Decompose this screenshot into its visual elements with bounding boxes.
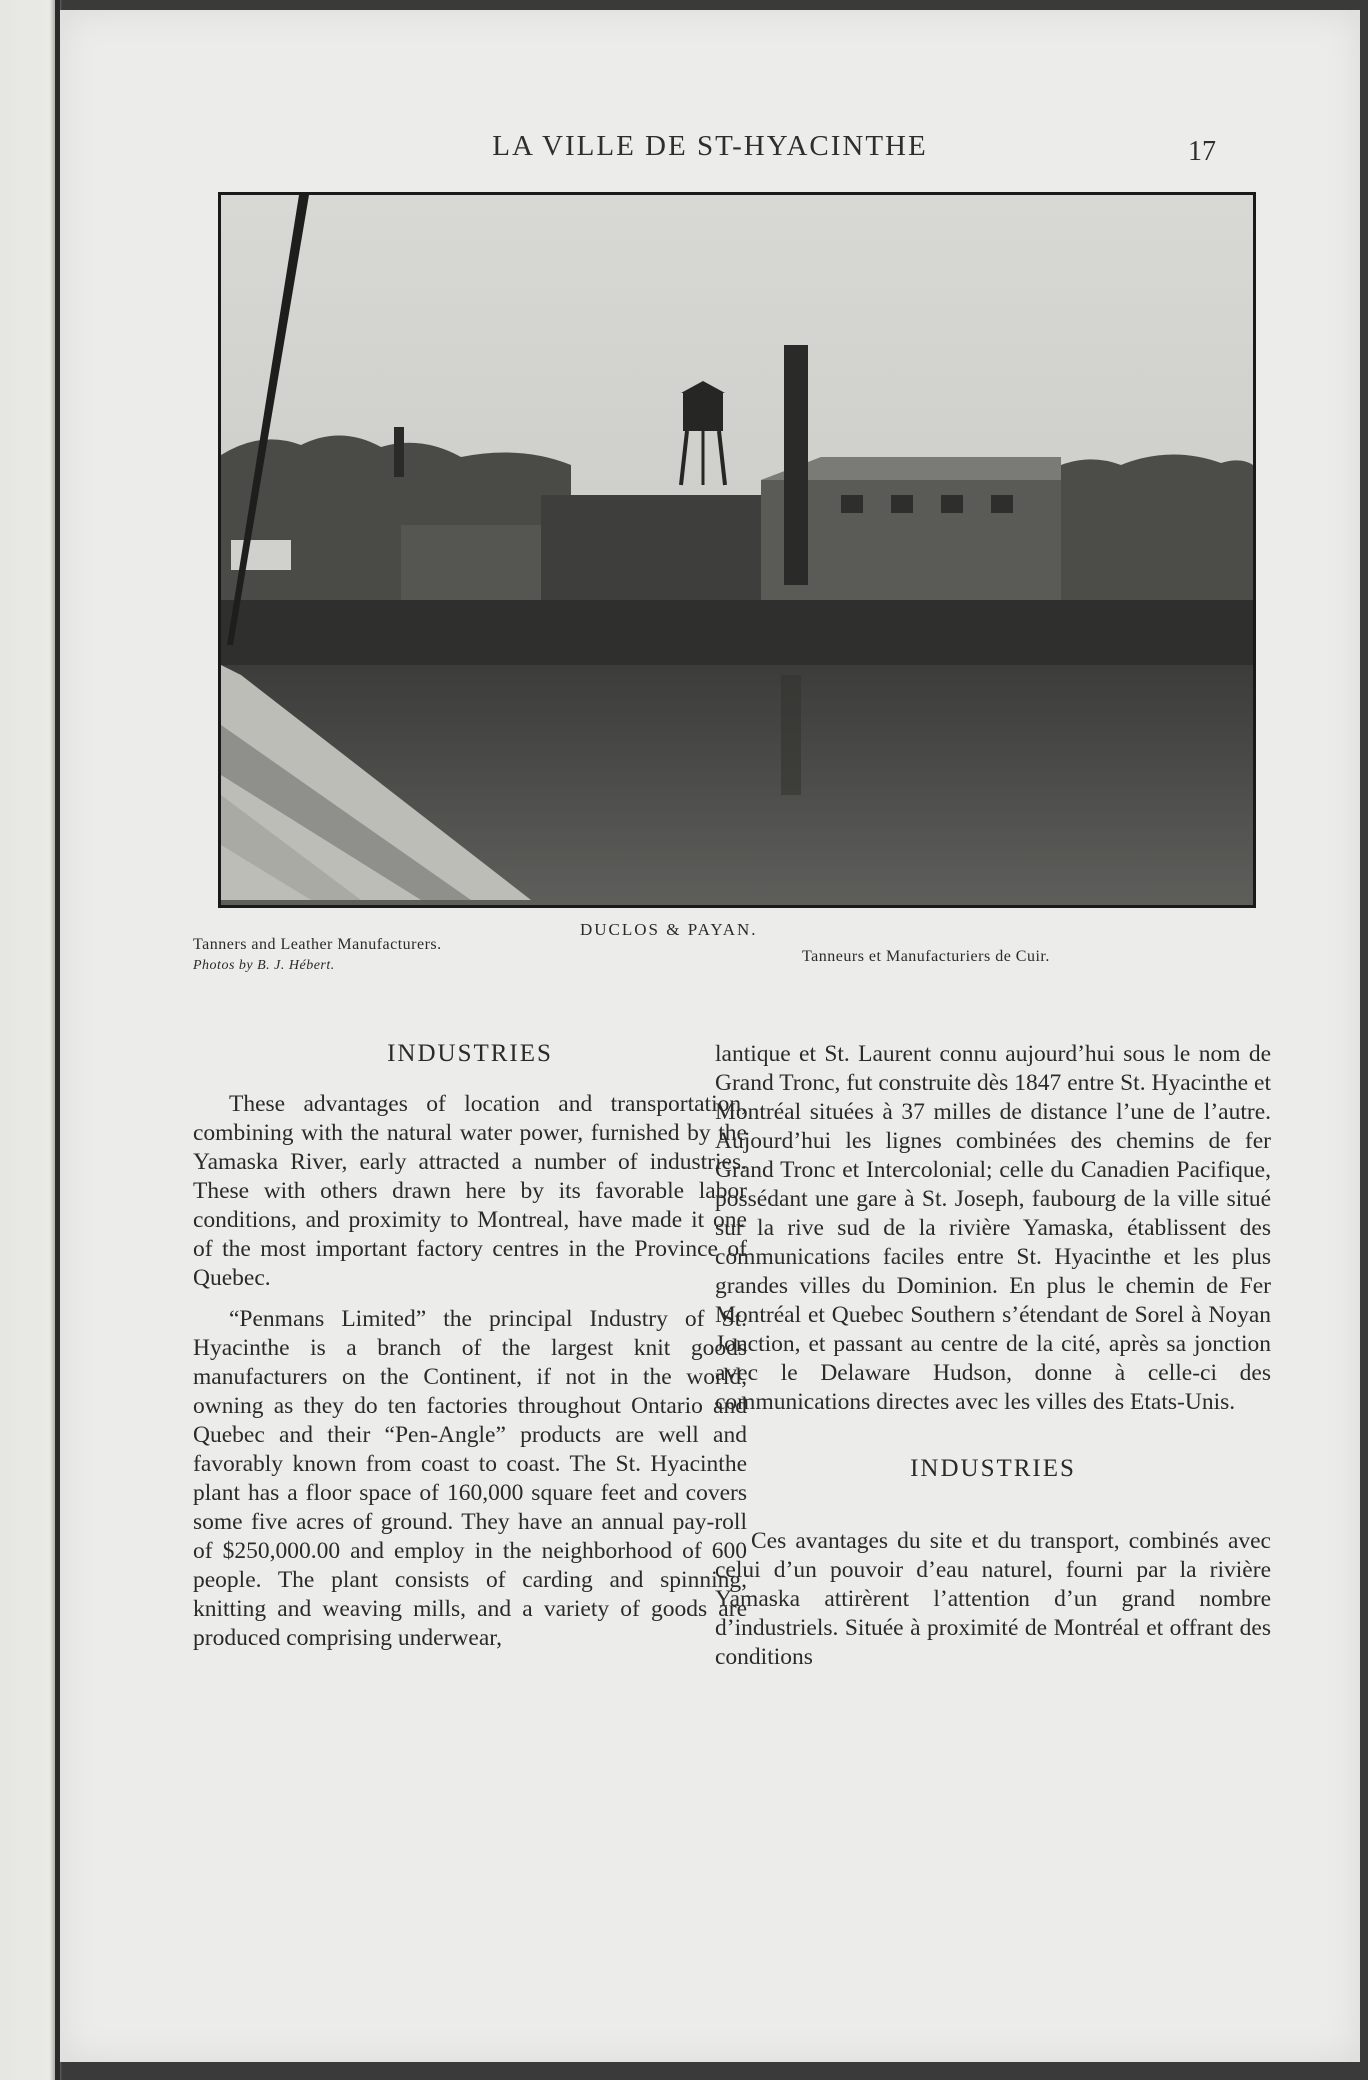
- paragraph-en-1: These advantages of location and transportation, combining with the natural water power, furnished by the Yamaska River, early attracted a number of industries. These with others drawn here by its favorable labor conditions, and proximity to Montreal, have made it one of the most important factory centres in the Province of Quebec.: [193, 1091, 747, 1291]
- caption-english: Tanners and Leather Manufacturers.: [193, 936, 442, 953]
- running-head: LA VILLE DE ST-HYACINTHE: [492, 130, 928, 162]
- photo-illustration: [221, 195, 1253, 905]
- right-column: [715, 1040, 1271, 1684]
- left-column: [193, 1040, 747, 1665]
- section-heading-fr: INDUSTRIES: [910, 1455, 1076, 1482]
- caption-photo-credit: Photos by B. J. Hébert.: [193, 958, 335, 973]
- factory-riverside-photo: [218, 192, 1256, 908]
- paragraph-fr-1: lantique et St. Laurent connu aujourd’hui sous le nom de Grand Tronc, fut construite dès 1847 entre St. Hyacinthe et Montréal situées à 37 milles de distance l’une de l’autre. Aujourd’hui les lignes combinées des chemins de fer Grand Tronc et Intercolonial; celle du Canadien Pacifique, possédant une gare à St. Joseph, faubourg de la ville situé sur la rive sud de la rivière Yamaska, établissent des communications faciles entre St. Hyacinthe et les plus grandes villes du Dominion. En plus le chemin de Fer Montréal et Quebec Southern s’étendant de Sorel à Noyan Jonction, et passant au centre de la cité, après sa jonction avec le Delaware Hudson, donne à celle-ci des communications directes avec les villes des Etats-Unis.: [715, 1041, 1271, 1415]
- section-heading-en: INDUSTRIES: [387, 1040, 553, 1067]
- paragraph-fr-2: Ces avantages du site et du transport, combinés avec celui d’un pouvoir d’eau naturel, fourni par la rivière Yamaska attirèrent l’attention d’un grand nombre d’industriels. Située à proximité de Montréal et offrant des conditions: [715, 1528, 1271, 1670]
- book-page: [60, 10, 1360, 2062]
- caption-french: Tanneurs et Manufacturiers de Cuir.: [802, 948, 1050, 965]
- paragraph-en-2: “Penmans Limited” the principal Industry of St. Hyacinthe is a branch of the largest knit goods manufacturers on the Continent, if not in the world, owning as they do ten factories throughout Ontario and Quebec and their “Pen-Angle” products are well and favorably known from coast to coast. The St. Hyacinthe plant has a floor space of 160,000 square feet and covers some five acres of ground. They have an annual pay-roll of $250,000.00 and employ in the neighborhood of 600 people. The plant consists of carding and spinning, knitting and weaving mills, and a variety of goods are produced comprising underwear,: [193, 1306, 747, 1651]
- caption-firm-name: DUCLOS & PAYAN.: [580, 920, 758, 939]
- page-binding-edge: [0, 0, 62, 2080]
- page-number: 17: [1188, 136, 1216, 167]
